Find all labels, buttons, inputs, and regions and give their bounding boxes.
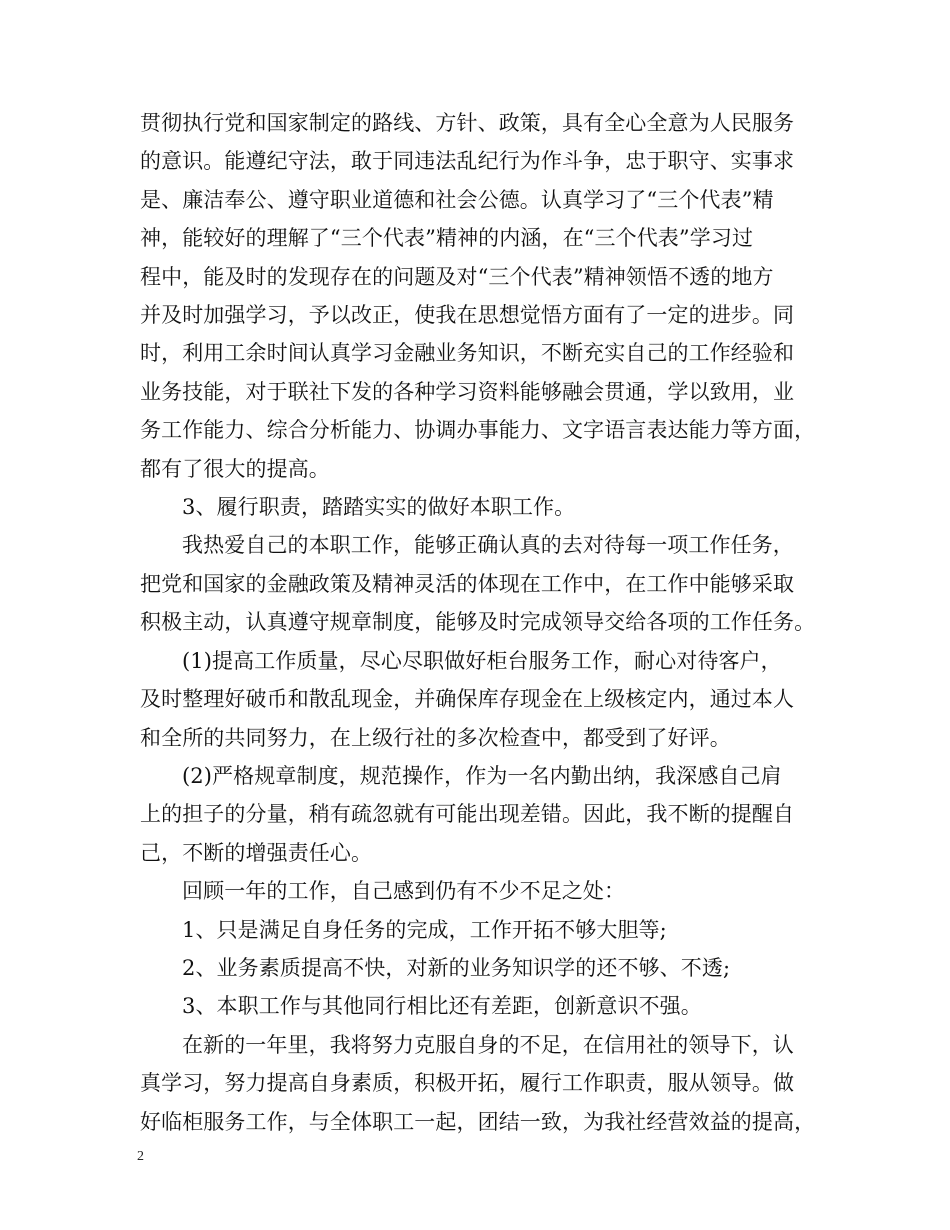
page-number: 2 xyxy=(137,1149,144,1164)
text-line: 业务技能，对于联社下发的各种学习资料能够融会贯通，学以致用，业 xyxy=(140,379,795,404)
text-line: 真学习，努力提高自身素质，积极开拓，履行工作职责，服从领导。做 xyxy=(140,1071,795,1096)
text-line: 并及时加强学习，予以改正，使我在思想觉悟方面有了一定的进步。同 xyxy=(140,303,795,328)
paragraph xyxy=(140,911,830,949)
paragraph xyxy=(140,987,830,1025)
paragraph xyxy=(140,104,830,488)
document-body xyxy=(140,104,830,1141)
paragraph xyxy=(140,757,830,872)
text-line: 是、廉洁奉公、遵守职业道德和社会公德。认真学习了“三个代表”精 xyxy=(140,187,774,212)
paragraph xyxy=(140,488,830,526)
text-line: (1)提高工作质量，尽心尽职做好柜台服务工作，耐心对待客户， xyxy=(182,648,782,673)
text-line: 的意识。能遵纪守法，敢于同违法乱纪行为作斗争，忠于职守、实事求 xyxy=(140,149,795,174)
text-line: 3、履行职责，踏踏实实的做好本职工作。 xyxy=(182,495,576,520)
text-line: 2、业务素质提高不快，对新的业务知识学的还不够、不透; xyxy=(182,955,731,980)
paragraph xyxy=(140,949,830,987)
text-line: 及时整理好破币和散乱现金，并确保库存现金在上级核定内，通过本人 xyxy=(140,687,795,712)
paragraph xyxy=(140,872,830,910)
paragraph xyxy=(140,642,830,757)
text-line: 和全所的共同努力，在上级行社的多次检查中，都受到了好评。 xyxy=(140,725,731,750)
text-line: 己，不断的增强责任心。 xyxy=(140,840,373,865)
text-line: 在新的一年里，我将努力克服自身的不足，在信用社的领导下，认 xyxy=(182,1032,794,1057)
text-line: 好临柜服务工作，与全体职工一起，团结一致，为我社经营效益的提高， xyxy=(140,1109,816,1134)
text-line: (2)严格规章制度，规范操作，作为一名内勤出纳，我深感自己肩 xyxy=(182,763,782,788)
text-line: 3、本职工作与其他同行相比还有差距，创新意识不强。 xyxy=(182,994,702,1019)
text-line: 积极主动，认真遵守规章制度，能够及时完成领导交给各项的工作任务。 xyxy=(140,610,816,635)
text-line: 程中，能及时的发现存在的问题及对“三个代表”精神领悟不透的地方 xyxy=(140,264,774,289)
text-line: 我热爱自己的本职工作，能够正确认真的去对待每一项工作任务， xyxy=(182,533,794,558)
text-line: 时，利用工余时间认真学习金融业务知识，不断充实自己的工作经验和 xyxy=(140,341,795,366)
text-line: 务工作能力、综合分析能力、协调办事能力、文字语言表达能力等方面， xyxy=(140,418,816,443)
paragraph xyxy=(140,526,830,641)
text-line: 上的担子的分量，稍有疏忽就有可能出现差错。因此，我不断的提醒自 xyxy=(140,802,795,827)
text-line: 回顾一年的工作，自己感到仍有不少不足之处： xyxy=(182,879,626,904)
text-line: 贯彻执行党和国家制定的路线、方针、政策，具有全心全意为人民服务 xyxy=(140,111,795,135)
paragraph xyxy=(140,1026,830,1141)
text-line: 神，能较好的理解了“三个代表”精神的内涵，在“三个代表”学习过 xyxy=(140,226,754,251)
text-line: 把党和国家的金融政策及精神灵活的体现在工作中，在工作中能够采取 xyxy=(140,571,795,596)
text-line: 1、只是满足自身任务的完成，工作开拓不够大胆等; xyxy=(182,917,667,942)
text-line: 都有了很大的提高。 xyxy=(140,456,330,481)
